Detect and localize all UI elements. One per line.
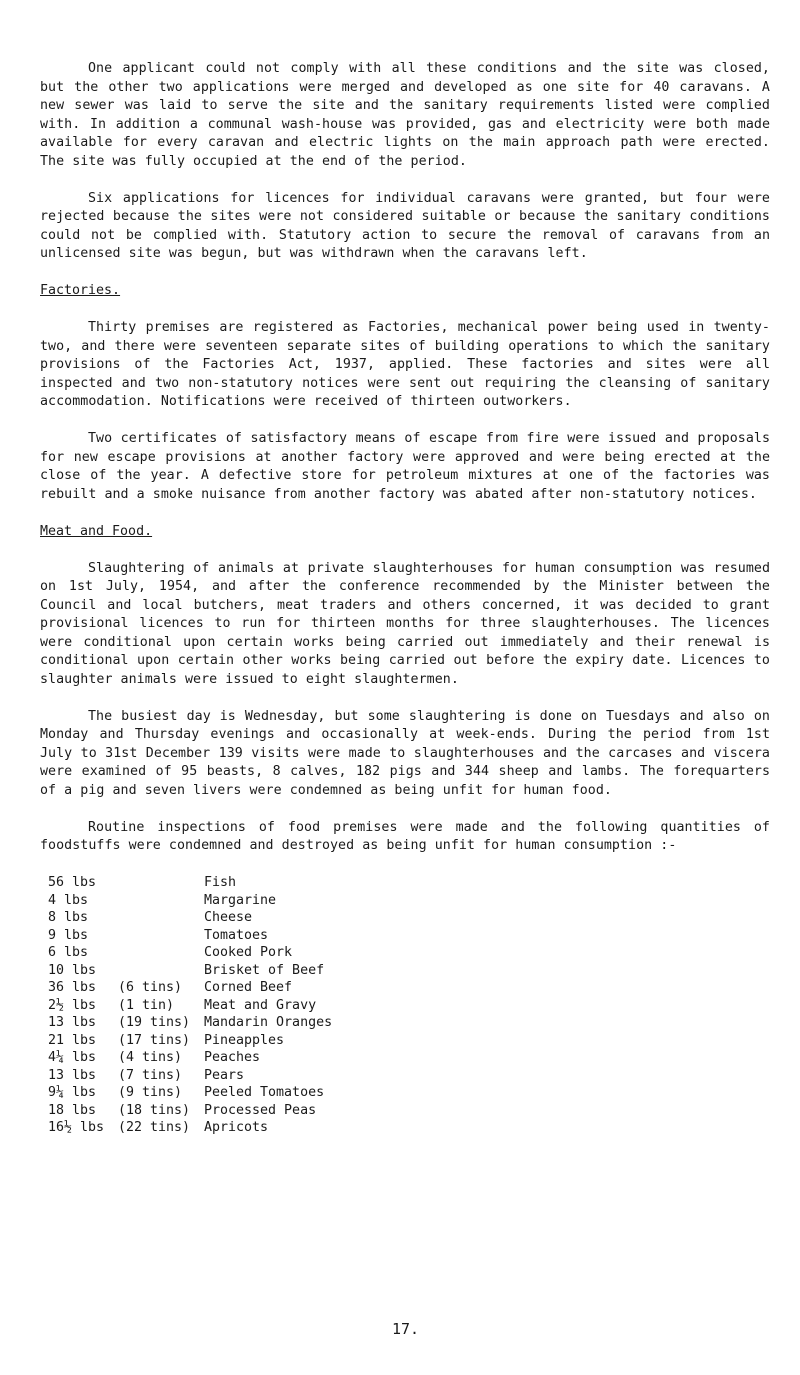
list-item (48, 1067, 770, 1085)
food-name: Cheese (204, 910, 253, 925)
food-name: Peeled Tomatoes (204, 1085, 325, 1100)
food-tins: (22 tins) (118, 1120, 191, 1135)
list-item (48, 997, 770, 1015)
food-quantity: 6 lbs (48, 945, 89, 960)
food-quantity: 4 lbs (48, 892, 89, 908)
food-name: Peaches (204, 1050, 261, 1065)
food-quantity: 9¼ lbs (48, 1085, 97, 1100)
list-item (48, 962, 770, 980)
food-name: Tomatoes (204, 927, 269, 943)
food-tins (118, 962, 204, 980)
list-item (48, 909, 770, 927)
food-quantity: 10 lbs (48, 962, 97, 978)
food-tins: (4 tins) (118, 1050, 183, 1065)
list-item (48, 979, 770, 997)
food-name: Apricots (204, 1120, 269, 1135)
food-tins: (1 tin) (118, 997, 175, 1013)
list-item (48, 1049, 770, 1067)
list-item (48, 1119, 770, 1137)
paragraph-slaughter-visits: The busiest day is Wednesday, but some slaughtering is done on Tuesdays and also on Monday and Thursday evenings and occasionally at week-ends. During the period from 1st July to 31st December 139 visits were made to slaughterhouses and the carcases and viscera were examined of 95 beasts, 8 calves, 182 pigs and 344 sheep and lambs. The forequarters of a pig and seven livers were condemned as being unfit for human food. (40, 708, 770, 798)
food-name: Margarine (204, 892, 277, 908)
food-tins: (17 tins) (118, 1032, 191, 1048)
food-quantity: 13 lbs (48, 1015, 97, 1030)
food-tins: (19 tins) (118, 1015, 191, 1030)
food-name: Processed Peas (204, 1102, 317, 1118)
food-tins (118, 944, 204, 962)
paragraph-caravan-licences: Six applications for licences for individual caravans were granted, but four were rejected because the sites were not considered suitable or because the sanitary conditions could not be complied with. Statutory action to secure the removal of caravans from an unlicensed site was begun, but was withdrawn when the caravans left. (40, 190, 770, 261)
list-item (48, 1102, 770, 1120)
food-quantity: 9 lbs (48, 927, 89, 943)
list-item (48, 1014, 770, 1032)
heading-meat-and-food: Meat and Food. (40, 523, 153, 539)
list-item (48, 927, 770, 945)
page-number: 17. (392, 1320, 420, 1338)
food-name: Corned Beef (204, 980, 293, 995)
list-item (48, 1032, 770, 1050)
food-quantity: 36 lbs (48, 980, 97, 995)
food-name: Mandarin Oranges (204, 1015, 333, 1030)
food-tins (118, 927, 204, 945)
food-tins: (9 tins) (118, 1085, 183, 1100)
list-item (48, 1084, 770, 1102)
food-name: Pears (204, 1067, 245, 1083)
food-name: Pineapples (204, 1032, 285, 1048)
food-tins (118, 874, 204, 892)
paragraph-slaughtering: Slaughtering of animals at private slaughterhouses for human consumption was resumed on 1st July, 1954, and after the conference recommended by the Minister between the Council and local butchers, meat traders and others concerned, it was decided to grant provisional licences to run for thirteen months for three slaughterhouses. The licences were conditional upon certain works being carried out immediately and their renewal is conditional upon certain other works being carried out before the expiry date. Licences to slaughter animals were issued to eight slaughtermen. (40, 560, 770, 687)
food-name: Brisket of Beef (204, 962, 325, 978)
paragraph-caravan-site: One applicant could not comply with all these conditions and the site was closed, but the other two applications were merged and developed as one site for 40 caravans. A new sewer was laid to serve the site and the sanitary requirements listed were complied with. In addition a communal wash-house was provided, gas and electricity were both made available for every caravan and electric lights on the main approach path were erected. The site was fully occupied at the end of the period. (40, 61, 770, 169)
food-quantity: 16½ lbs (48, 1120, 105, 1135)
document-page (40, 60, 770, 1137)
food-tins (118, 892, 204, 910)
list-item (48, 944, 770, 962)
food-tins: (6 tins) (118, 980, 183, 995)
condemned-food-list (48, 874, 770, 1137)
food-quantity: 21 lbs (48, 1032, 97, 1048)
food-name: Meat and Gravy (204, 997, 317, 1013)
food-name: Fish (204, 875, 237, 890)
food-quantity: 18 lbs (48, 1102, 97, 1118)
food-quantity: 56 lbs (48, 875, 97, 890)
food-tins: (18 tins) (118, 1102, 191, 1118)
food-tins (118, 909, 204, 927)
food-quantity: 8 lbs (48, 910, 89, 925)
food-quantity: 2½ lbs (48, 997, 97, 1013)
heading-factories: Factories. (40, 283, 121, 298)
list-item (48, 892, 770, 910)
paragraph-fire-escape: Two certificates of satisfactory means of escape from fire were issued and proposals for new escape provisions at another factory were approved and were being erected at the close of the year. A defective store for petroleum mixtures at one of the factories was rebuilt and a smoke nuisance from another factory was abated after non-statutory notices. (40, 431, 770, 502)
food-quantity: 13 lbs (48, 1067, 97, 1083)
list-item (48, 874, 770, 892)
paragraph-factories-registered: Thirty premises are registered as Factories, mechanical power being used in twenty-two, and there were seventeen separate sites of building operations to which the sanitary provisions of the Factories Act, 1937, applied. These factories and sites were all inspected and two non-statutory notices were sent out requiring the cleansing of sanitary accommodation. Notifications were received of thirteen outworkers. (40, 320, 770, 409)
food-tins: (7 tins) (118, 1067, 183, 1083)
food-name: Cooked Pork (204, 945, 293, 960)
food-quantity: 4¼ lbs (48, 1050, 97, 1065)
paragraph-food-inspections: Routine inspections of food premises were made and the following quantities of foodstuffs were condemned and destroyed as being unfit for human consumption :- (40, 819, 770, 853)
